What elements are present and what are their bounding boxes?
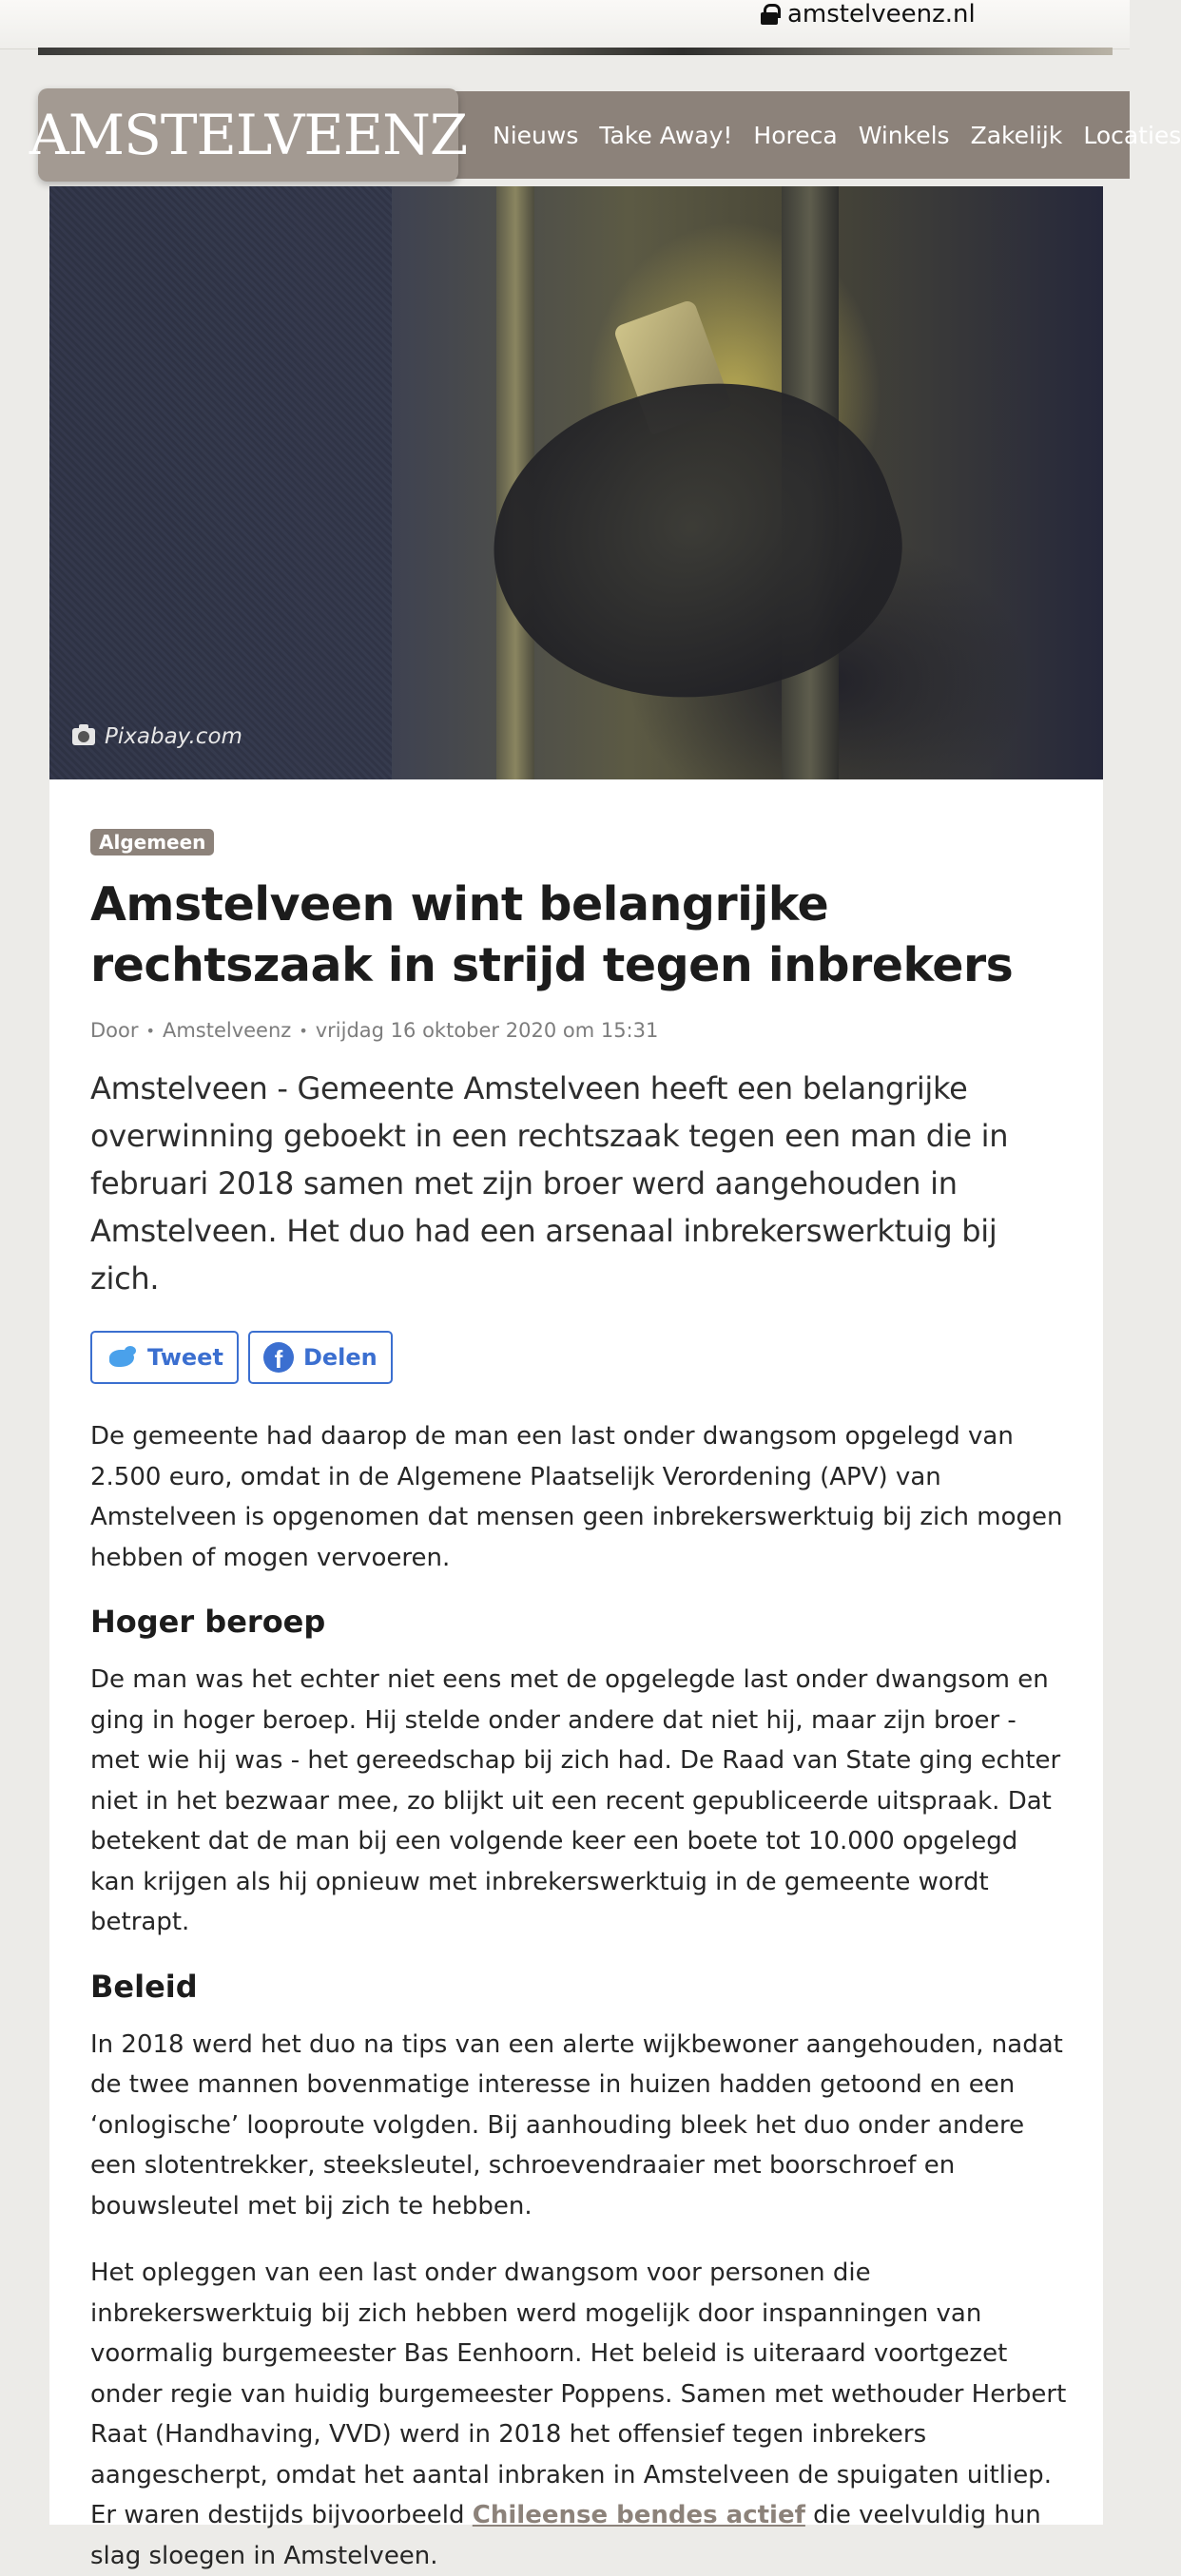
nav-item-nieuws[interactable]: Nieuws (493, 121, 579, 149)
facebook-share-button[interactable] (248, 1331, 393, 1384)
share-buttons (90, 1331, 1070, 1384)
previous-image-strip (38, 48, 1113, 55)
chileense-bendes-link[interactable]: Chileense bendes actief (472, 2501, 805, 2529)
hero-wall (49, 186, 392, 779)
facebook-icon: f (263, 1342, 294, 1373)
paragraph-with-link (90, 2253, 1070, 2576)
tweet-button[interactable] (90, 1331, 239, 1384)
browser-url-bar (0, 0, 1130, 49)
nav-item-winkels[interactable]: Winkels (858, 121, 950, 149)
article-content (90, 829, 1070, 2576)
meta-separator: • (145, 1021, 155, 1040)
article-lead: Amstelveen - Gemeente Amstelveen heeft een belangrijke overwinning geboekt in een rechtszaak tegen een man die in februari 2018 samen met zijn broer werd aangehouden in Amstelveen. Het duo had een arsenaal inbrekerswerktuig bij zich. (90, 1070, 1009, 1297)
logo-text: AMSTELVEENZ (29, 103, 468, 167)
paragraph: In 2018 werd het duo na tips van een alerte wijkbewoner aangehouden, nadat de twee mannen bovenmatige interesse in huizen hadden getoond en een ‘onlogische’ looproute volgden. Bij aanhouding bleek het duo onder andere een slotentrekker, steeksleutel, schroevendraaier met boorschroef en bouwsleutel met bij zich te hebben. (90, 2029, 1063, 2220)
nav-item-locaties[interactable]: Locaties (1083, 121, 1181, 149)
paragraph-text: Het opleggen van een last onder dwangsom voor personen die inbrekerswerktuig bij zich hebben werd mogelijk door inspanningen van voormalig burgemeester Bas Eenhoorn. Het beleid is uiteraard voortgezet onder regie van huidig burgemeester Poppens. Samen met wethouder Herbert Raat (Handhaving, VVD) werd in 2018 het offensief tegen inbrekers aangescherpt, omdat het aantal inbraken in Amstelveen de spuigaten uitliep. Er waren destijds bijvoorbeeld (90, 2259, 1067, 2529)
hero-image (49, 186, 1103, 779)
nav-item-horeca[interactable]: Horeca (753, 121, 838, 149)
main-nav (493, 91, 1181, 179)
nav-item-take-away[interactable]: Take Away! (599, 121, 733, 149)
paragraph: De gemeente had daarop de man een last onder dwangsom opgelegd van 2.500 euro, omdat in de Algemene Plaatselijk Verordening (APV) van Amstelveen is opgenomen dat mensen geen inbrekerswerktuig bij zich mogen hebben of mogen vervoeren. (90, 1422, 1063, 1572)
meta-author: Amstelveenz (162, 1019, 292, 1042)
article-meta (90, 1019, 1070, 1042)
article-body (90, 1416, 1070, 2576)
nav-item-zakelijk[interactable]: Zakelijk (970, 121, 1063, 149)
article-card (49, 186, 1103, 2570)
image-credit-text: Pixabay.com (105, 724, 242, 749)
tweet-label: Tweet (147, 1344, 223, 1371)
category-badge[interactable]: Algemeen (90, 829, 214, 855)
meta-separator: • (299, 1021, 308, 1040)
twitter-icon (106, 1344, 138, 1371)
subheading-hoger-beroep: Hoger beroep (90, 1604, 326, 1640)
subheading-beleid: Beleid (90, 1968, 198, 2005)
article-title: Amstelveen wint belangrijke rechtszaak in strijd tegen inbrekers (90, 877, 1014, 992)
meta-date: vrijdag 16 oktober 2020 om 15:31 (315, 1019, 659, 1042)
lock-icon (761, 4, 778, 25)
url-text: amstelveenz.nl (787, 0, 976, 29)
url-display[interactable] (761, 0, 976, 29)
share-label: Delen (302, 1344, 378, 1371)
camera-icon (72, 728, 95, 745)
site-logo[interactable] (29, 88, 468, 182)
paragraph-text: die veelvuldig hun slag sloegen in Amstelveen. (90, 2501, 1041, 2570)
image-credit (72, 724, 242, 749)
paragraph: De man was het echter niet eens met de opgelegde last onder dwangsom en ging in hoger beroep. Hij stelde onder andere dat niet hij, maar zijn broer - met wie hij was - het gereedschap bij zich had. De Raad van State ging echter niet in het bezwaar mee, zo blijkt uit een recent gepubliceerde uitspraak. Dat betekent dat de man bij een volgende keer een boete tot 10.000 opgelegd kan krijgen als hij opnieuw met inbrekerswerktuig in de gemeente wordt betrapt. (90, 1665, 1061, 1936)
meta-by: Door (90, 1019, 139, 1042)
